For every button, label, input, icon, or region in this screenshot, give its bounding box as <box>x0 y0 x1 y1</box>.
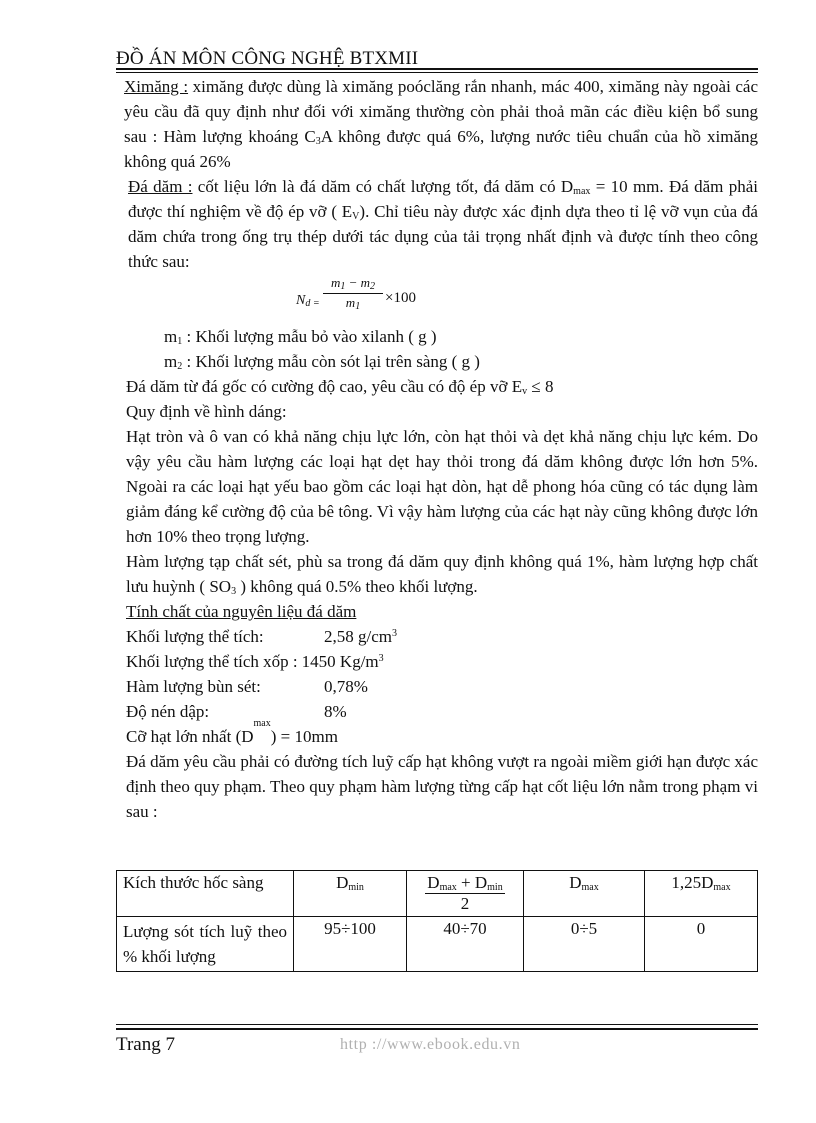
document-body <box>116 74 758 824</box>
shape-paragraph: Hạt tròn và ô van có khả năng chịu lực lớn, còn hạt thỏi và dẹt khả năng chịu lực kém. Do vậy yêu cầu hàm lượng các loại hạt dẹt hay thỏi trong đá dăm không được lớn hơn 5%. Ngoài ra các loại hạt yếu bao gồm các loại hạt dòn, hạt dễ phong hóa cũng có tác dụng làm giảm đáng kể cường độ của bê tông. Vì vậy hàm lượng của các hạt này cũng không được lớn hơn 10% theo trọng lượng. <box>126 427 758 546</box>
ximang-label: Ximăng : <box>124 77 189 96</box>
footer-rule-thin <box>116 1024 758 1025</box>
ximang-paragraph: Ximăng : ximăng được dùng là ximăng poóclăng rắn nhanh, mác 400, ximăng này ngoài các yêu cầu đã quy định như đối với ximăng thường còn phải thoả mãn các điều kiện bổ sung sau : Hàm lượng khoáng $C_3A$ không được quá 6%, lượng nước tiêu chuẩn của hồ ximăng không quá 26% <box>124 77 758 171</box>
table-row <box>117 917 758 972</box>
table-cell: Lượng sót tích luỹ theo % khối lượng <box>117 917 294 972</box>
formula-fraction: $\frac{m_1 - m_2}{m_1}$ <box>323 274 383 312</box>
table-cell: 95÷100 <box>294 917 407 972</box>
table-header-cell: Kích thước hốc sàng <box>117 871 294 917</box>
dadam-label: Đá dăm : <box>128 177 193 196</box>
table-header-cell: $D_{min}$ <box>294 871 407 917</box>
shape-title: Quy định về hình dáng: <box>126 402 287 421</box>
dadam-paragraph: Đá dăm : cốt liệu lớn là đá dăm có chất lượng tốt, đá dăm có $D_{max} = 10$ mm. Đá dăm phải được thí nghiệm về độ ép vỡ ( $E_V$). Chỉ tiêu này được xác định dựa theo tỉ lệ vỡ vụn của đá dăm chứa trong ống trụ thép dưới tác dụng của tải trọng nhất định và được tính theo công thức sau: <box>128 177 758 271</box>
table-header-cell: $D_{max}$ <box>524 871 645 917</box>
crushing-requirement: Đá dăm từ đá gốc có cường độ cao, yêu cầu có độ ép vỡ $E_v \le 8$ <box>126 377 554 397</box>
header-rule-thin <box>116 72 758 73</box>
header-title: ĐỒ ÁN MÔN CÔNG NGHỆ BTXMII <box>116 48 419 69</box>
table-cell: 0 <box>645 917 758 972</box>
crushing-formula: $N_{d =}$ $\frac{m_1 - m_2}{m_1}$ ×100 <box>296 275 416 312</box>
prop-row: Khối lượng thể tích: 2,58 $g/cm^3$ <box>126 627 397 646</box>
prop-row: Độ nén dập: 8% <box>126 702 347 721</box>
sieve-table <box>116 870 758 972</box>
footer-rule-thick <box>116 1028 758 1030</box>
prop-row: Hàm lượng bùn sét: 0,78% <box>126 677 368 696</box>
table-cell: 40÷70 <box>407 917 524 972</box>
prop-row: Khối lượng thể tích xốp : 1450 $Kg/m^3$ <box>126 652 384 671</box>
props-title: Tính chất của nguyên liệu đá dăm <box>126 602 357 621</box>
grading-paragraph: Đá dăm yêu cầu phải có đường tích luỹ cấp hạt không vượt ra ngoài miềm giới hạn được xác định theo quy phạm. Theo quy phạm hàm lượng từng cấp hạt cốt liệu lớn nằm trong phạm vi sau : <box>126 752 758 821</box>
prop-row-maxsize: Cỡ hạt lớn nhất (D max ) = 10mm <box>126 718 338 746</box>
page-header <box>116 48 758 70</box>
page-number: Trang 7 <box>116 1034 175 1055</box>
table-cell: 0÷5 <box>524 917 645 972</box>
table-header-cell: $1,25D_{max}$ <box>645 871 758 917</box>
table-header-row <box>117 871 758 917</box>
definition-m2: $m_2$ : Khối lượng mẫu còn sót lại trên sàng ( g ) <box>164 352 480 372</box>
table-header-cell: $D_{max} + D_{min}$ 2 <box>407 871 524 917</box>
definition-m1: $m_1$ : Khối lượng mẫu bỏ vào xilanh ( g ) <box>164 327 437 347</box>
impurity-paragraph: Hàm lượng tạp chất sét, phù sa trong đá dăm quy định không quá 1%, hàm lượng hợp chất lưu huỳnh ( $SO_3$ ) không quá 0.5% theo khối lượng. <box>126 552 758 597</box>
watermark-url: http ://www.ebook.edu.vn <box>340 1036 521 1053</box>
header-rule-thick <box>116 68 758 70</box>
